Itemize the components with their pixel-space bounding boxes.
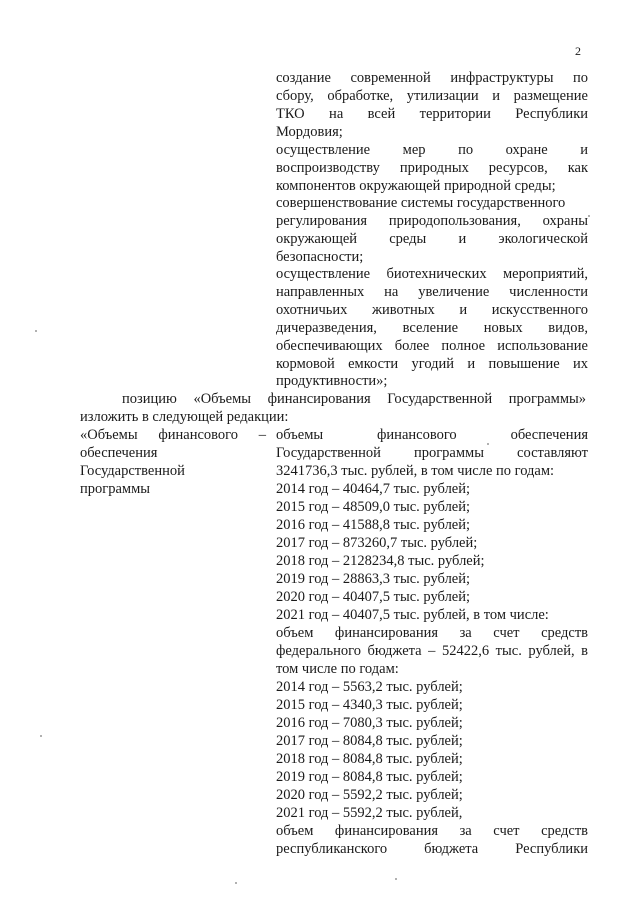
- financing-line: Государственной программы составляют: [276, 445, 588, 461]
- financing-line: 2020 год – 40407,5 тыс. рублей;: [276, 589, 471, 605]
- financing-line: объемы финансового обеспечения: [276, 427, 588, 443]
- scan-speck: [235, 882, 237, 884]
- financing-line: 2014 год – 40464,7 тыс. рублей;: [276, 481, 471, 497]
- label-line: программы: [80, 481, 150, 497]
- financing-line: 2017 год – 8084,8 тыс. рублей;: [276, 733, 463, 749]
- financing-line: 2018 год – 2128234,8 тыс. рублей;: [276, 553, 485, 569]
- financing-line: 2014 год – 5563,2 тыс. рублей;: [276, 679, 463, 695]
- scan-speck: [35, 330, 37, 332]
- financing-line: федерального бюджета – 52422,6 тыс. рублей, в: [276, 643, 588, 659]
- financing-line: 3241736,3 тыс. рублей, в том числе по годам:: [276, 463, 555, 479]
- financing-line: 2021 год – 5592,2 тыс. рублей,: [276, 805, 463, 821]
- list-line: компонентов окружающей природной среды;: [276, 178, 556, 194]
- page-number: 2: [575, 44, 581, 58]
- financing-line: 2015 год – 48509,0 тыс. рублей;: [276, 499, 471, 515]
- list-line: создание современной инфраструктуры по: [276, 70, 588, 86]
- list-line: обеспечивающих более полное использование: [276, 338, 588, 354]
- financing-line: объем финансирования за счет средств: [276, 625, 588, 641]
- financing-line: 2016 год – 41588,8 тыс. рублей;: [276, 517, 471, 533]
- list-line: воспроизводству природных ресурсов, как: [276, 160, 588, 176]
- financing-line: 2016 год – 7080,3 тыс. рублей;: [276, 715, 463, 731]
- financing-line: 2019 год – 8084,8 тыс. рублей;: [276, 769, 463, 785]
- financing-line: 2019 год – 28863,3 тыс. рублей;: [276, 571, 471, 587]
- list-line: дичеразведения, вселение новых видов,: [276, 320, 588, 336]
- financing-line: республиканского бюджета Республики: [276, 841, 588, 857]
- list-line: регулирования природопользования, охраны: [276, 213, 588, 229]
- list-line: осуществление биотехнических мероприятий,: [276, 266, 588, 282]
- list-line: осуществление мер по охране и: [276, 142, 588, 158]
- financing-line: 2018 год – 8084,8 тыс. рублей;: [276, 751, 463, 767]
- label-line: «Объемы финансового –: [80, 427, 266, 443]
- intro-line: позицию «Объемы финансирования Государственной программы»: [122, 391, 586, 407]
- scan-speck: [588, 215, 590, 217]
- list-line: продуктивности»;: [276, 373, 388, 389]
- label-line: Государственной: [80, 463, 185, 479]
- financing-line: 2021 год – 40407,5 тыс. рублей, в том числе:: [276, 607, 549, 623]
- financing-line: 2017 год – 873260,7 тыс. рублей;: [276, 535, 478, 551]
- list-line: кормовой емкости угодий и повышение их: [276, 356, 588, 372]
- financing-line: 2015 год – 4340,3 тыс. рублей;: [276, 697, 463, 713]
- list-line: направленных на увеличение численности: [276, 284, 588, 300]
- list-line: сбору, обработке, утилизации и размещение: [276, 88, 588, 104]
- financing-line: том числе по годам:: [276, 661, 399, 677]
- list-line: ТКО на всей территории Республики: [276, 106, 588, 122]
- scan-speck: [40, 735, 42, 737]
- list-line: окружающей среды и экологической: [276, 231, 588, 247]
- financing-line: 2020 год – 5592,2 тыс. рублей;: [276, 787, 463, 803]
- list-line: Мордовия;: [276, 124, 343, 140]
- list-line: охотничьих животных и искусственного: [276, 302, 588, 318]
- scan-speck: [487, 443, 489, 445]
- label-line: обеспечения: [80, 445, 158, 461]
- financing-line: объем финансирования за счет средств: [276, 823, 588, 839]
- list-line: безопасности;: [276, 249, 364, 265]
- intro-line: изложить в следующей редакции:: [80, 409, 289, 425]
- list-line: совершенствование системы государственного: [276, 195, 566, 211]
- scan-speck: [395, 878, 397, 880]
